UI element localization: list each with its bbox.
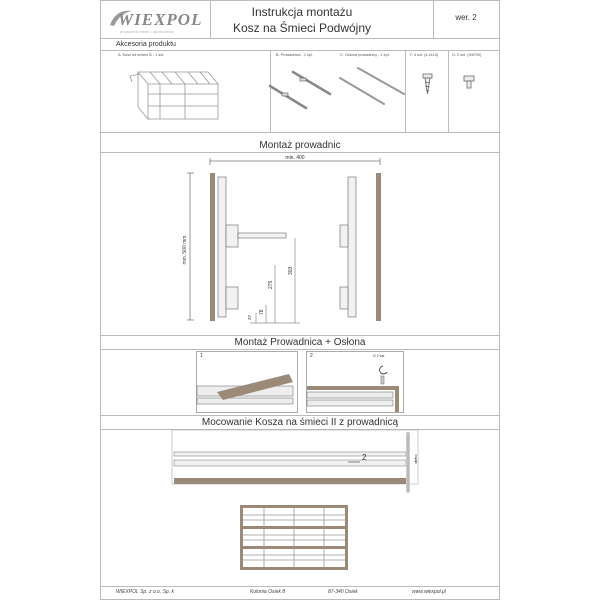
section-rail-mounting-heading: Montaż prowadnic (259, 140, 341, 151)
logo-text: WIEXPOL (118, 10, 203, 29)
step1-panel (196, 351, 298, 413)
doc-title: Instrukcja montażu (251, 5, 353, 19)
footer-street: Kolonia Osiek 8 (250, 589, 286, 595)
dim-height-text: min. 500 mm (182, 235, 188, 265)
screw-icon (418, 72, 438, 102)
rotate-arrow-icon (380, 366, 387, 374)
rail-mounting-diagram (180, 155, 500, 335)
step1-number: 1 (200, 353, 203, 359)
dim-width-text: min. 400 (285, 155, 305, 161)
header-bottom-line (100, 38, 500, 39)
accessory-b-label: B. Prowadnica - 1 kpl. (276, 53, 313, 57)
step1-drawing (197, 352, 297, 412)
rail-cover-icon (336, 66, 406, 106)
header-divider (210, 0, 211, 38)
step2-panel (306, 351, 404, 413)
footer-city: 87-340 Osiek (328, 589, 358, 595)
section-basket-mount-heading: Mocowanie Kosza na śmieci II z prowadnicą (201, 417, 399, 428)
basket-icon (130, 62, 230, 122)
section1-line (100, 152, 500, 153)
company-logo (104, 4, 204, 36)
basket-mount-drawing (172, 430, 422, 500)
section2-bottom-line (100, 415, 500, 416)
accessory-c-label: C. Osłona prowadnicy - 1 kpl. (340, 53, 390, 57)
accessories-line (100, 50, 500, 51)
dim-303-text: 303 (288, 266, 294, 275)
accessories-bottom-line (100, 132, 500, 133)
fastener-icon (460, 74, 480, 94)
left-cabinet-wall (210, 173, 215, 321)
version-label: wer. 2 (455, 13, 477, 22)
footer-company: WIEXPOL Sp. z o.o. Sp. k (116, 589, 174, 595)
instruction-sheet (100, 0, 500, 600)
screw-small-icon (381, 376, 384, 384)
accessory-g-label: G. 2 szt. (3/6700) (452, 53, 482, 57)
product-title: Kosz na Śmieci Podwójny (232, 21, 372, 35)
accessory-a-label: A. Kosz na śmieci B - 1 szt. (118, 53, 165, 57)
screw-g-label: G 2 szt. (373, 354, 386, 358)
accessories-heading: Akcesoria produktu (116, 41, 176, 48)
header-divider (433, 0, 434, 38)
mount-step1-number: 1 (414, 458, 418, 464)
section2-line (100, 349, 500, 350)
accessories-divider (448, 50, 449, 132)
mount-step2-number: 2 (362, 453, 367, 462)
right-cabinet-wall (376, 173, 381, 321)
step2-number: 2 (310, 353, 313, 359)
guide-rail-icon (268, 68, 338, 113)
logo-tagline: producent mebli i akcesoriów (120, 30, 174, 34)
footer-line (100, 586, 500, 587)
section-rail-cover-heading: Montaż Prowadnica + Osłona (234, 337, 366, 348)
basket-top-view (240, 505, 350, 575)
section1-bottom-line (100, 335, 500, 336)
dim-78-text: 78 (259, 309, 265, 315)
footer-web[interactable]: www.wiexpol.pl (412, 589, 446, 595)
dim-37-text: 37 (247, 314, 252, 320)
dim-275-text: 275 (268, 280, 274, 289)
step2-drawing (307, 352, 403, 412)
accessory-f-label: F. 4 szt. (4,2x13) (410, 53, 439, 57)
